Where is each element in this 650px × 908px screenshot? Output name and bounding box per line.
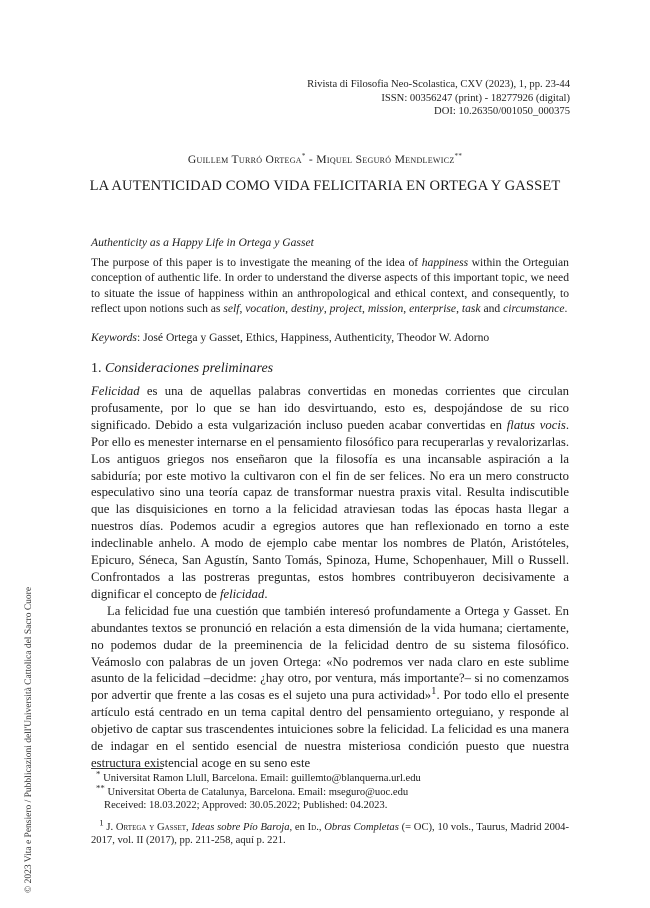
abstract: The purpose of this paper is to investigate the meaning of the idea of happiness within the Orteguian conception of authentic life. In order to understand the diverse aspects of this important topic, we need to situate the issue of happiness within an anthropological and ethical context, and consequently, to reflect upon notions such as self, vocation, destiny, project, mission, enterprise, task and circumstance. [91, 256, 569, 316]
author-1-mark: * [301, 152, 306, 161]
journal-header [307, 78, 570, 119]
affiliation-1: * Universitat Ramon Llull, Barcelona. Email: guillemto@blanquerna.url.edu [96, 768, 421, 784]
section-heading: 1. Consideraciones preliminares [91, 361, 274, 376]
author-separator: - [305, 153, 317, 166]
footnote-divider [91, 768, 163, 769]
author-2: Miquel Seguró Mendlewicz [316, 153, 455, 166]
english-title: Authenticity as a Happy Life in Ortega y Gasset [91, 236, 314, 249]
footnote-1: $^1$ J. Ortega y Gasset, Ideas sobre Pío Baroja, en Id., Obras Completas (= OC), 10 vols., Taurus, Madrid 2004-2017, vol. II (2017), pp. 211-258, aquí p. 221. [91, 817, 569, 847]
footnotes [91, 768, 569, 848]
copyright-sidebar: © 2023 Vita e Pensiero / Pubblicazioni dell'Università Cattolica del Sacro Cuore [24, 586, 34, 893]
received-dates: Received: 18.03.2022; Approved: 30.05.2022; Published: 04.2023. [104, 800, 388, 812]
doi: DOI: 10.26350/001050_000375 [434, 106, 570, 117]
author-1: Guillem Turró Ortega [187, 153, 302, 166]
journal-citation: Rivista di Filosofia Neo-Scolastica, CXV (2023), 1, pp. 23-44 [307, 79, 570, 90]
footnote-ref-1[interactable]: 1 [431, 686, 437, 698]
paragraph-2: La felicidad fue una cuestión que también interesó profundamente a Ortega y Gasset. En abundantes textos se pronunció en relación a esta dimensión de la vida humana; ciertamente, no podemos dudar de la preeminencia de la felicidad dentro de su sistema filosófico. Veámoslo con palabras de un joven Ortega: «No podremos ver nada claro en este sublime asunto de la felicidad –decidme: ¿hay otro, por ventura, más importante?– si no comenzamos por advertir que frente a las cosas es el sujeto una pura actividad»$^1$. Por todo ello el presente artículo está centrado en un tema capital dentro del pensamiento orteguiano, y responde al objetivo de captar sus trascendentes intuiciones sobre la felicidad. La felicidad es una manera de indagar en el sentido esencial de nuestra misteriosa condición puesto que nuestra estructura existencial acoge en su seno este [91, 603, 569, 770]
paragraph-1: Felicidad es una de aquellas palabras convertidas en monedas corrientes que circulan profusamente, por lo que se han ido desvirtuando, esto es, despojándose de su rico significado. Debido a esta vulgarización incluso pueden acabar convertidas en flatus vocis. Por ello es menester internarse en el pensamiento filosófico para recuperarlas y revalorizarlas. Los antiguos griegos nos enseñaron que la filosofía es una incansable aspiración a la sabiduría; por este motivo la cultivaron con el fin de ser felices. No era un mero constructo especulativo sino una teoría capaz de transformar nuestra praxis vital. Resulta indiscutible que las disquisiciones en torno a la felicidad atraviesan todas las épocas hasta llegar a nuestros días. Podemos acudir a egregios autores que han reflexionado en torno a este indeclinable anhelo. A modo de ejemplo cabe mentar los nombres de Platón, Aristóteles, Epicuro, Séneca, San Agustín, Santo Tomás, Spinoza, Hume, Schopenhauer, Mill o Russell. Confrontados a las postreras preguntas, estos hombres contribuyeron decisivamente a dignificar el concepto de felicidad. [91, 384, 569, 601]
authors-line [0, 153, 650, 166]
affiliation-2: ** Universitat Oberta de Catalunya, Barcelona. Email: mseguro@uoc.edu Received: 18.03.2022; Approved: 30.05.2022; Published: 04.2023. [96, 782, 409, 812]
issn: ISSN: 00356247 (print) - 18277926 (digital) [381, 92, 570, 104]
keywords-list: : José Ortega y Gasset, Ethics, Happiness, Authenticity, Theodor W. Adorno [136, 331, 490, 344]
keywords [91, 330, 569, 345]
author-2-mark: ** [454, 152, 463, 161]
article-title: LA AUTENTICIDAD COMO VIDA FELICITARIA EN ORTEGA Y GASSET [89, 178, 561, 194]
keywords-label: Keywords [91, 331, 137, 344]
body-text [91, 383, 569, 772]
